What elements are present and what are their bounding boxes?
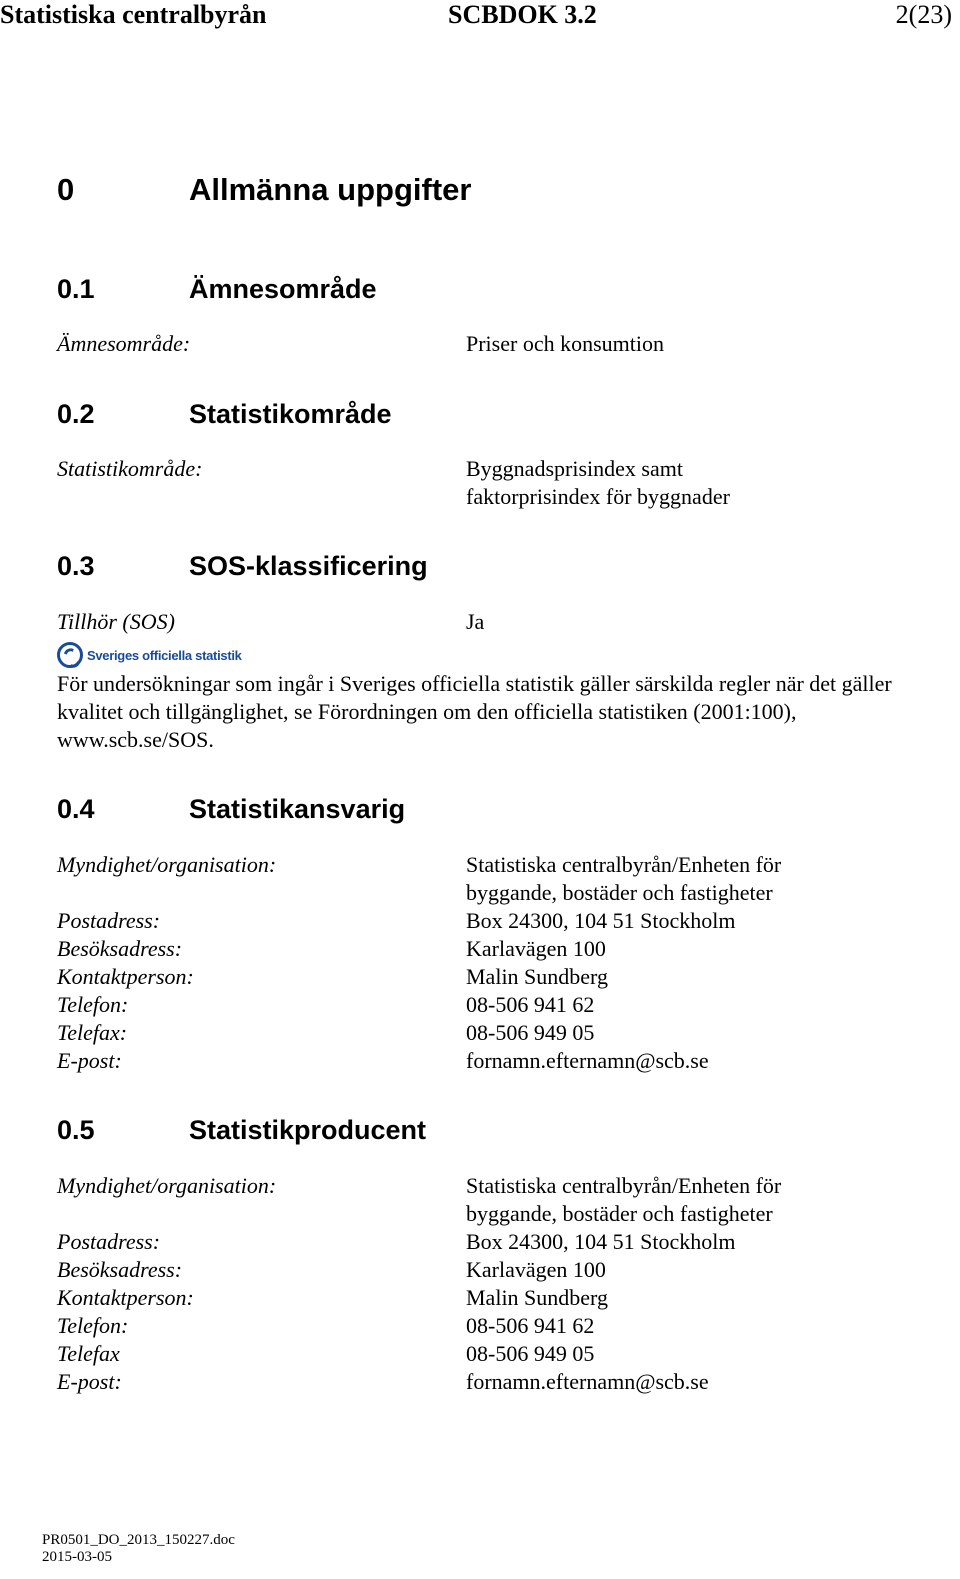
sos-logo [57,640,257,670]
subsection-heading-0-1 [57,274,857,308]
field-value: 08-506 941 62 [466,992,595,1017]
sos-logo-text: Sveriges officiella statistik [87,647,242,663]
field-value: Ja [466,609,485,634]
subsection-heading-0-2 [57,399,857,433]
footer-filename: PR0501_DO_2013_150227.doc [42,1532,235,1548]
footer-date: 2015-03-05 [42,1549,112,1565]
subsection-title: Statistikansvarig [189,794,406,824]
page-footer [42,1532,235,1566]
field-value: 08-506 949 05 [466,1020,595,1045]
field-label: Postadress: [57,1229,161,1254]
field-value: Priser och konsumtion [466,331,664,356]
field-label: Kontaktperson: [57,964,194,989]
subsection-number: 0.2 [57,399,95,429]
subsection-title: Statistikområde [189,399,392,429]
field-value: 08-506 941 62 [466,1313,595,1338]
field-value: Box 24300, 104 51 Stockholm [466,1229,736,1254]
subsection-heading-0-3 [57,551,857,585]
subsection-heading-0-4 [57,794,857,828]
header-document-id: SCBDOK 3.2 [448,0,597,29]
header-organization: Statistiska centralbyrån [0,0,267,29]
field-value: Karlavägen 100 [466,1257,606,1282]
field-label: Telefon: [57,1313,129,1338]
subsection-number: 0.5 [57,1115,95,1145]
field-value: Malin Sundberg [466,1285,608,1310]
field-value: Statistiska centralbyrån/Enheten för byggande, bostäder och fastigheter [466,1173,782,1226]
subsection-number: 0.1 [57,274,95,304]
field-label: Myndighet/organisation: [57,1173,277,1198]
field-label: Myndighet/organisation: [57,852,277,877]
field-value: Karlavägen 100 [466,936,606,961]
field-label: Telefax: [57,1020,128,1045]
section-title: Allmänna uppgifter [189,172,472,207]
header-page-number: 2(23) [895,0,952,29]
sos-logo-icon [57,642,83,668]
field-label: Tillhör (SOS) [57,609,175,634]
field-value: fornamn.efternamn@scb.se [466,1369,709,1394]
field-label: Besöksadress: [57,1257,183,1282]
subsection-title: Ämnesområde [189,274,377,304]
field-label: Ämnesområde: [57,331,191,356]
sos-paragraph: För undersökningar som ingår i Sveriges officiella statistik gäller särskilda regler när det gäller kvalitet och tillgänglighet, se Förordningen om den officiella statistiken (2001:100), www.scb.se/SOS. [57,671,892,752]
field-label: Telefon: [57,992,129,1017]
field-value: Box 24300, 104 51 Stockholm [466,908,736,933]
field-label: Telefax [57,1341,120,1366]
page-header [0,0,960,32]
field-label: Postadress: [57,908,161,933]
field-value: Byggnadsprisindex samt faktorprisindex för byggnader [466,456,730,509]
subsection-title: SOS-klassificering [189,551,428,581]
field-value: Malin Sundberg [466,964,608,989]
subsection-number: 0.4 [57,794,95,824]
field-value: 08-506 949 05 [466,1341,595,1366]
subsection-title: Statistikproducent [189,1115,427,1145]
field-label: E-post: [57,1369,122,1394]
section-number: 0 [57,172,75,207]
field-label: Statistikområde: [57,456,203,481]
subsection-number: 0.3 [57,551,95,581]
subsection-heading-0-5 [57,1115,857,1149]
field-label: Kontaktperson: [57,1285,194,1310]
field-label: E-post: [57,1048,122,1073]
field-value: fornamn.efternamn@scb.se [466,1048,709,1073]
field-label: Besöksadress: [57,936,183,961]
field-value: Statistiska centralbyrån/Enheten för byggande, bostäder och fastigheter [466,852,782,905]
